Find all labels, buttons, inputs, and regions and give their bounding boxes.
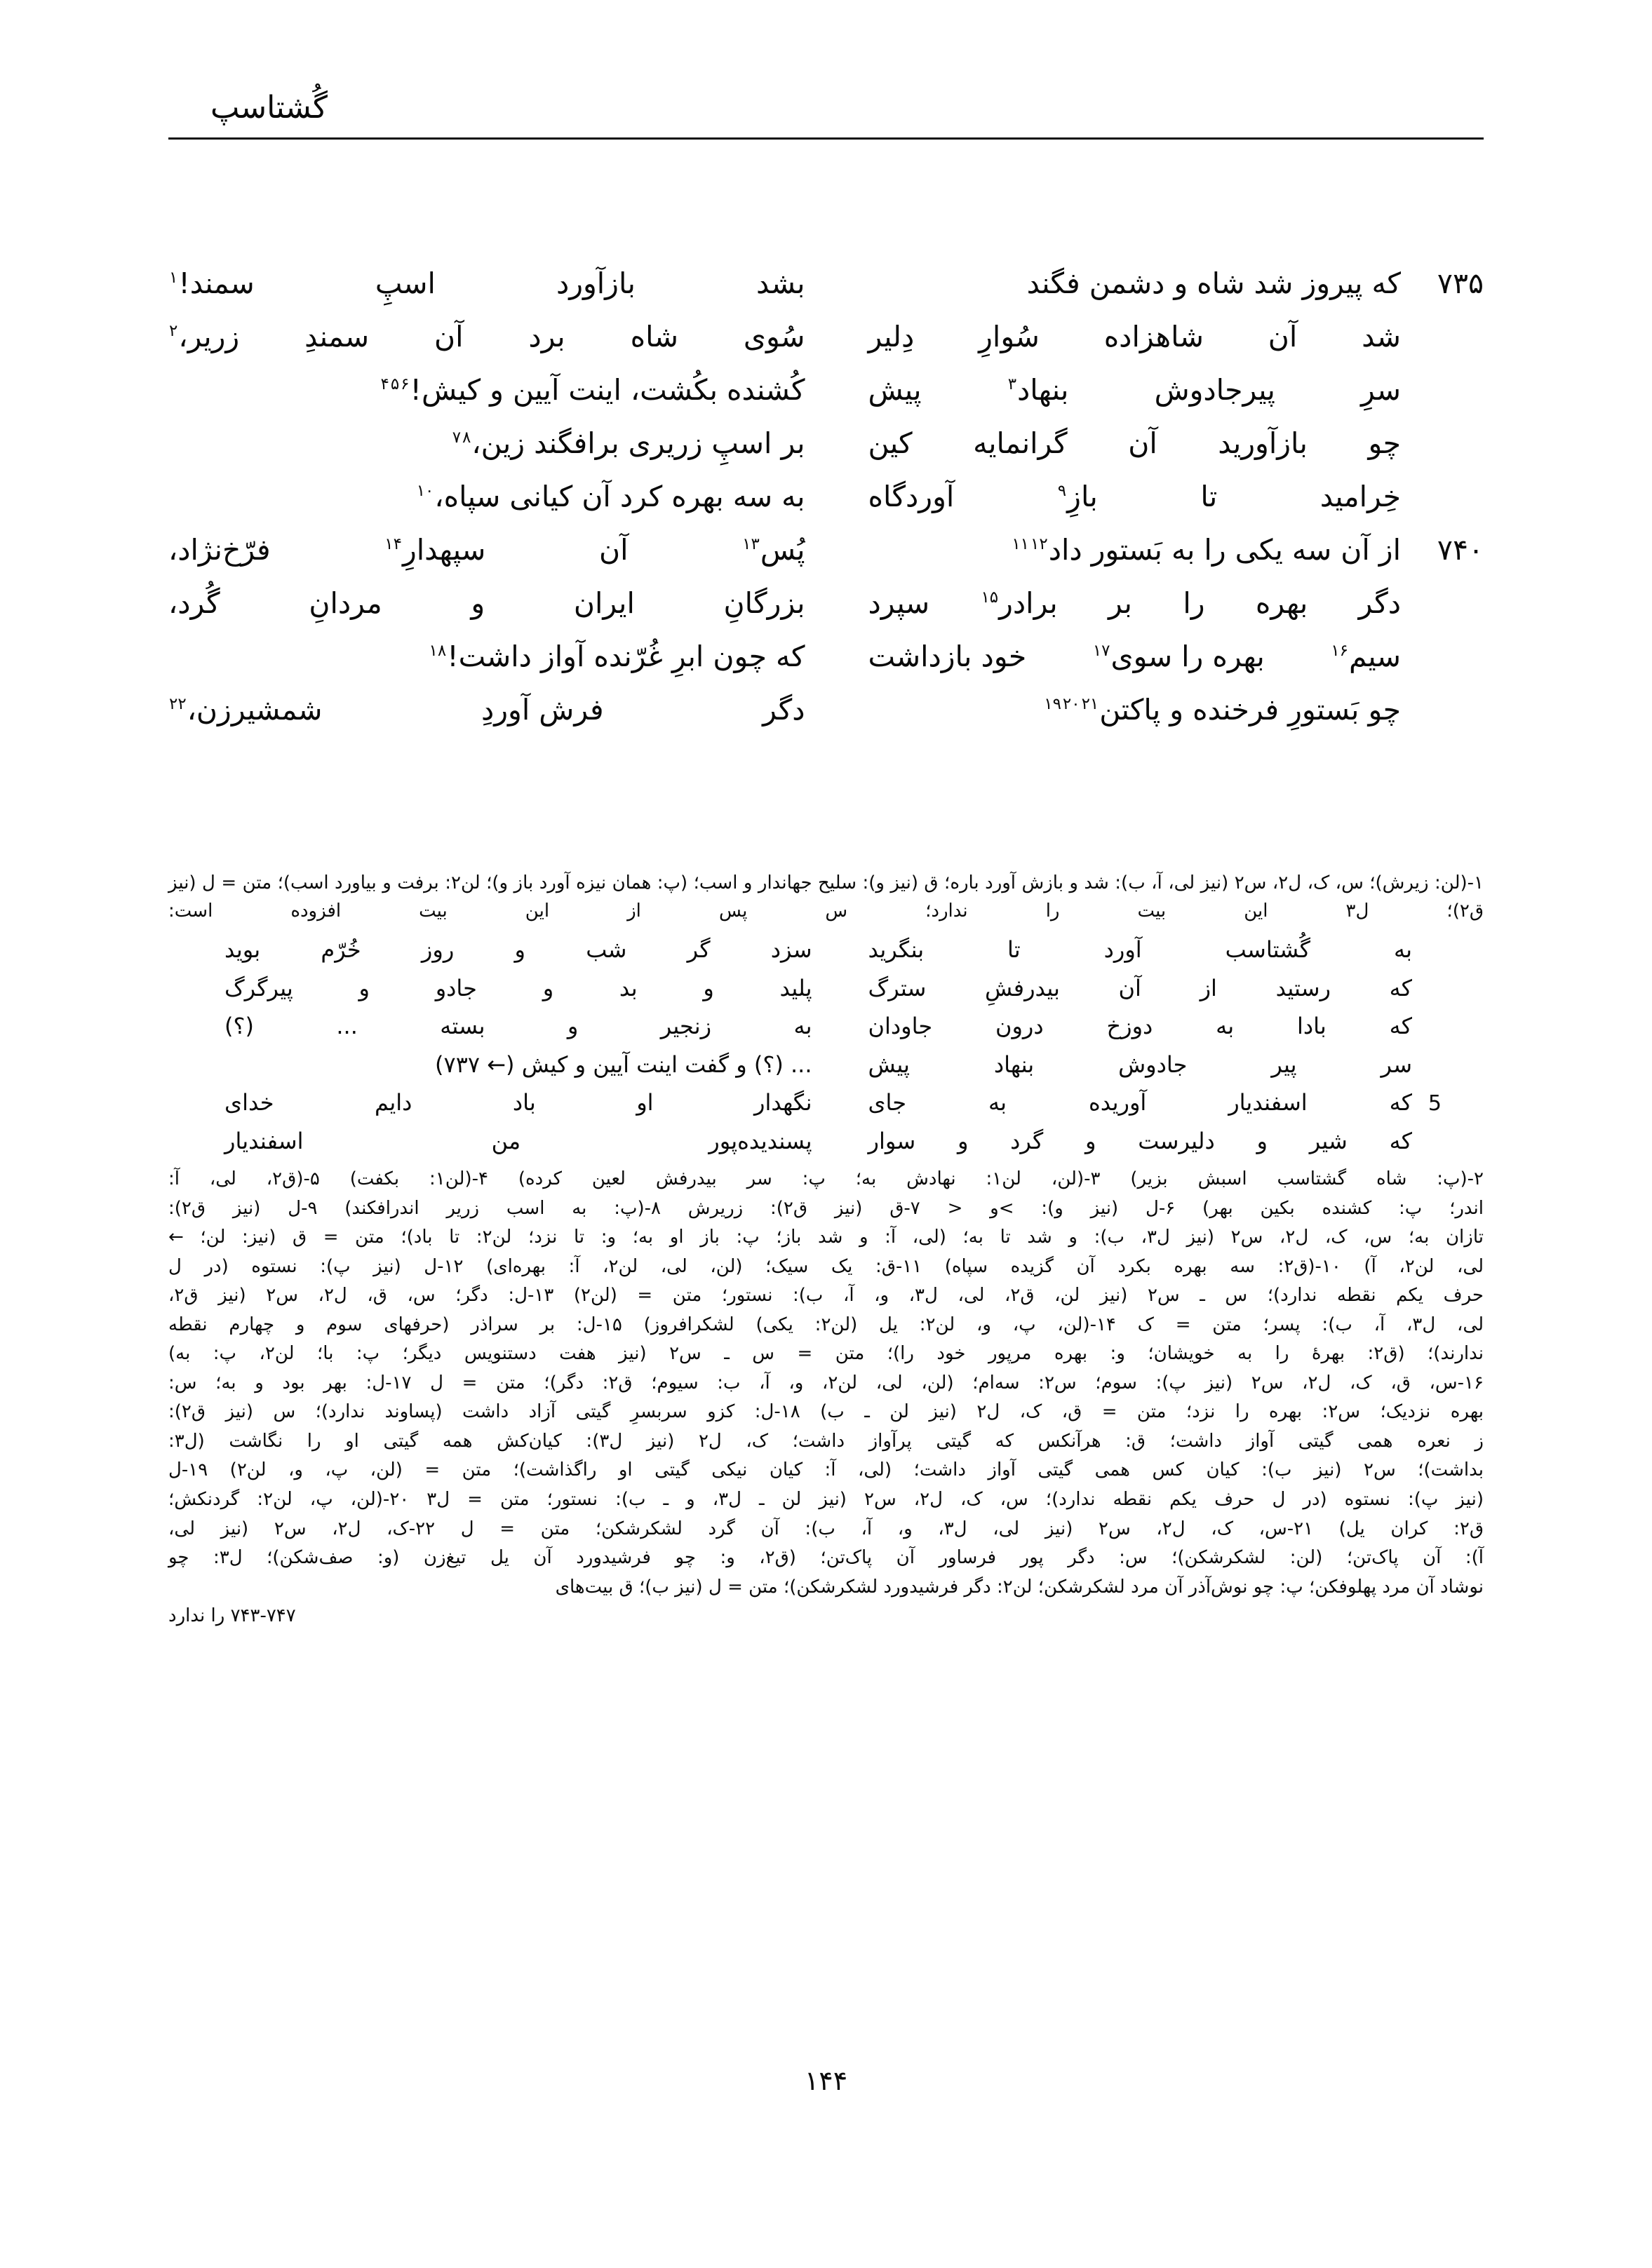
hemistich-left [168,533,826,567]
page-header [168,91,1484,175]
verse-word: دِلیر [868,320,915,353]
hemistich-left-text [168,426,826,460]
footnote-marker: ۱۰ [416,482,434,501]
footnote-marker: ۲۲ [169,695,187,714]
inset-verse-word: به [988,1089,1007,1116]
footnote-marker: ۵ [390,375,400,394]
inset-hemistich-left [196,971,819,1006]
header-rule [168,137,1484,140]
verse-block [168,266,1484,746]
inset-verse-word: اسفندیار [1228,1089,1308,1116]
hemistich-right-text [826,266,1402,300]
hemistich-left [168,266,826,300]
footnote-marker: ۶ [401,375,410,394]
inset-verse-line [196,932,1442,968]
inset-verse-marker: 5 [1428,1091,1442,1116]
apparatus-line: لی، لن۲، آ) ۱۰-(ق۲: سه بهره بکرد آن گزیده سپاه) ۱۱-ق: یک سیک؛ (لن، لی، لن۲، آ: بهره‌ای) ۱۲-ل (نیز پ): نستوه (در ل [168,1255,1484,1277]
apparatus-line: لی، ل۳، آ، ب): پسر؛ متن = ک ۱۴-(لن، پ، و، لن۲: یل (لن۲: یکی) لشکرافروز) ۱۵-ل: بر سراذر (حرفهای سوم و چهارم نقطه [168,1314,1484,1335]
apparatus-line: نوشاد آن مرد پهلوفکن؛ پ: چو نوش‌آذر آن مرد لشکرشکن؛ لن۲: دگر فرشیدورد لشکرشکن)؛ متن = ل (نیز ب)؛ ق بیت‌های [555,1576,1484,1598]
verse-word: دگر [1358,586,1401,620]
hemistich-right-text [826,586,1402,620]
hemistich-right-text [826,480,1402,513]
hemistich-text: که پیروز شد شاه و دشمن فگند [1026,266,1401,300]
apparatus-line: ندارند)؛ (ق۲: بهرهٔ را به خویشان؛ و: بهره مرپور خود را)؛ متن = س ـ س۲ (نیز هفت دستنویس دیگر؛ پ: با؛ لن۲، پ: به) [168,1343,1484,1365]
verse-word: تا [1200,480,1218,513]
footnote-marker: ۱ [169,269,178,288]
inset-verse-word: تا [1007,936,1021,964]
verse-word: کین [868,426,913,460]
apparatus-line: حرف یکم نقطه ندارد)؛ س ـ س۲ (نیز لن، ق۲، لی، ل۳، و، آ، ب): نستور؛ متن = (لن۲) ۱۳-ل: دگر؛ س، ق، ل۲، س۲ (نیز ق۲، [168,1285,1484,1307]
verse-number: ۷۴۰ [1437,533,1484,567]
hemistich-text: از آن سه یکی را به بَستور داد$^{۱۱۱۲}$ [1012,533,1401,567]
hemistich-right [826,373,1484,407]
apparatus-line: ۱۶-س، ق، ک، ل۲، س۲ (نیز پ): سوم؛ س۲: سه‌ام؛ (لن، لی، لن۲، و، آ، ب: سیوم؛ ق۲: دگر)؛ متن = ل ۱۷-ل: بهر بود و به؛ س: [168,1372,1484,1393]
inset-verse-word: و [1256,1127,1268,1154]
inset-right-wrap [819,971,1442,1006]
inset-verse-word: و [358,974,370,1001]
inset-verse-word: پلید [779,974,812,1001]
verse-line [168,586,1484,620]
verse-line [168,480,1484,513]
hemistich-text: کُشنده بکُشت، اینت آیین و کیش!$^{۴۵۶}$ [380,373,805,407]
apparatus-line: تازان به؛ س، ک، ل۲، س۲ (نیز ل۳، ب): و شد تا به؛ (لی، آ: و شد باز؛ پ: باز او به؛ و: تا نزد؛ لن۲: تا باد)؛ متن = ق (نیز: لن؛ ← [168,1227,1484,1248]
verse-word: خود بازداشت [868,640,1027,673]
inset-verse-word: گر [687,936,711,964]
hemistich-left-text [168,480,826,513]
inset-verse-word: که [1389,1127,1412,1154]
inset-verse-word: پیش [868,1051,910,1078]
verse-word: سرِ [1361,373,1401,407]
footnote-marker: ۲ [169,322,178,341]
verse-word: پُس$^{۱۳}$ [742,533,805,567]
inset-verse-word: گرد [1010,1127,1044,1154]
verse-word: آن [1128,426,1157,460]
inset-verse-word: به [793,1013,812,1040]
verse-word: بازآورد [556,266,636,300]
verse-word: سمندِ [304,320,370,353]
inset-verse-word: (؟) [224,1013,254,1040]
page-number: ۱۴۴ [804,2065,848,2096]
verse-word: گُرد، [168,586,220,620]
inset-hemistich-right [819,932,1413,968]
verse-line [168,373,1484,407]
inset-verse-word: درون [995,1013,1044,1040]
hemistich-right [826,586,1484,620]
inset-verse-word: بیدرفشِ [984,974,1060,1001]
apparatus-line: بهره نزدیک؛ س۲: بهره را نزد؛ متن = ق، ک، ل۲ (نیز لن ـ ب) ۱۸-ل: کزو سربسرِ گیتی آزاد داشت (پساوند ندارد)؛ س (نیز ق۲): [168,1401,1484,1423]
verse-word: مردانِ [309,586,382,620]
verse-word: بنهاد$^۳$ [1007,373,1069,407]
inset-verse-word: خُرّم [321,936,361,964]
hemistich-right-text [826,693,1402,727]
inset-verse-word: سر [1381,1051,1412,1078]
inset-verse-word: جادو [435,974,477,1001]
inset-verse-word: آن [1118,974,1141,1001]
verse-line [168,266,1484,300]
footnote-marker: ۱۷ [1092,642,1110,661]
hemistich-right [826,320,1484,353]
hemistich-right [826,693,1484,727]
inset-verse-word: بد [619,974,638,1001]
inset-right-wrap [819,1008,1442,1044]
verse-word: چو [1368,426,1401,460]
inset-verse-word: و [514,936,525,964]
verse-line [168,640,1484,673]
footnote-marker: ۴ [380,375,389,394]
inset-verse-word: ... (؟) و گفت اینت آیین و کیش (← ۷۳۷) [435,1051,812,1078]
inset-hemistich-right [819,1085,1413,1121]
verse-word: سپهدارِ$^{۱۴}$ [384,533,486,567]
verse-word: ایران [573,586,635,620]
inset-verse-word: آورد [1103,936,1142,964]
inset-verse-word: که [1389,974,1412,1001]
inset-hemistich-right [819,1008,1413,1044]
inset-verse-word: دوزخ [1106,1013,1153,1040]
inset-verse-word: باد [512,1089,536,1116]
inset-verse-word: بوید [224,936,261,964]
verse-word: بازِ$^۹$ [1057,480,1098,513]
footnote-marker: ۱۶ [1331,642,1348,661]
hemistich-right [826,426,1484,460]
verse-word: بشد [756,266,805,300]
inset-verse-word: من [491,1127,521,1154]
inset-hemistich-right [819,1123,1413,1159]
inset-verse-word: آوریده [1089,1089,1147,1116]
verse-word: شد [1362,320,1401,353]
inset-verse-word: سترگ [868,974,927,1001]
verse-word: بازآورید [1218,426,1308,460]
verse-word: برادر$^{۱۵}$ [981,586,1058,620]
verse-word: شمشیرزن،$^{۲۲}$ [169,693,323,727]
footnote-marker: ۱۵ [981,588,999,607]
inset-verse-word: و [542,974,554,1001]
footnote-marker: ۱۸ [429,642,447,661]
verse-word: بزرگانِ [723,586,805,620]
inset-verse-word: بسته [440,1013,485,1040]
inset-verse-block [168,932,1484,1159]
verse-word: شاه [630,320,678,353]
hemistich-right [826,480,1484,513]
verse-number: ۷۳۵ [1437,266,1484,300]
hemistich-text: به سه بهره کرد آن کیانی سپاه،$^{۱۰}$ [416,480,805,513]
inset-hemistich-right [819,971,1413,1006]
hemistich-left-text [168,373,826,407]
hemistich-left-text [168,586,826,620]
verse-word: سمند!$^۱$ [169,266,255,300]
verse-word: آن [434,320,464,353]
running-title: گُشتاسپ [210,90,328,126]
inset-verse-word: و [957,1127,969,1154]
inset-verse-word: زنجیر [660,1013,712,1040]
verse-line [168,320,1484,353]
hemistich-right-text [826,426,1402,460]
hemistich-left-text [168,266,826,300]
inset-verse-word: بنهاد [993,1051,1035,1078]
apparatus-line: ز نعره همی گیتی آواز داشت؛ ق: هرآنکس که گیتی پرآواز داشت؛ ک، ل۲ (نیز ل۳): کیان‌کش همه گیتی او را نگاشت (ل۳: [168,1430,1484,1452]
verse-word: خِرامید [1319,480,1401,513]
verse-word: سُوارِ [979,320,1040,353]
verse-word: دگر [763,693,805,727]
verse-word: گرانمایه [973,426,1068,460]
verse-word: آن [598,533,629,567]
inset-verse-word: بادا [1296,1013,1327,1040]
footnote-marker: ۹ [1057,482,1067,501]
verse-word: پیش [868,373,922,407]
inset-verse-word: و [1085,1127,1096,1154]
inset-verse-line [196,1123,1442,1159]
hemistich-right [826,266,1484,300]
inset-verse-word: که [1389,1013,1412,1040]
hemistich-left [168,373,826,407]
apparatus-tail: ۷۴۳-۷۴۷ را ندارد [168,1605,296,1627]
verse-word: بهره [1255,586,1308,620]
inset-verse-word: جای [868,1089,907,1116]
footnote-marker: ۱۳ [742,535,760,554]
apparatus-line: (نیز پ): نستوه (در ل حرف یکم نقطه ندارد)؛ س، ک، ل۲، س۲ (نیز لن ـ ل۳، و ـ ب): نستور؛ متن = ل۳ ۲۰-(لن، پ، لن۲: گردنکش؛ [168,1488,1484,1510]
inset-verse-word: بنگرید [868,936,925,964]
inset-verse-word: که [1389,1089,1412,1116]
hemistich-left-text [168,693,826,727]
verse-word: آوردگاه [868,480,955,513]
hemistich-right [826,533,1484,567]
apparatus-notes-body [168,1166,1484,1601]
inset-verse-word: به [1216,1013,1235,1040]
verse-word: و [471,586,485,620]
inset-verse-word: جادوش [1118,1051,1188,1078]
inset-verse-word: گُشتاسب [1225,936,1311,964]
inset-verse-word: پیرگرگ [224,974,293,1001]
verse-word: بر [1108,586,1132,620]
hemistich-right-text [826,533,1402,567]
inset-verse-word: ... [336,1013,358,1040]
verse-line [168,693,1484,727]
verse-word: برد [528,320,565,353]
footnote-marker: ۱۹ [1044,695,1061,714]
hemistich-left [168,320,826,353]
inset-right-wrap [819,1085,1442,1121]
inset-verse-word: رستید [1275,974,1331,1001]
inset-verse-word: روز [421,936,455,964]
inset-hemistich-left [196,932,819,968]
inset-hemistich-right [819,1047,1413,1083]
verse-word: سیم$^{۱۶}$ [1331,640,1401,673]
inset-hemistich-left [196,1008,819,1044]
verse-word: آن [1268,320,1298,353]
apparatus-note: ۱-(لن: زیرش)؛ س، ک، ل۲، س۲ (نیز لی، آ، ب): شد و بازش آورد باره؛ ق (نیز و): سلیح جهاندار و اسب؛ (پ: همان نیزه آورد باز و)؛ لن۲: برفت و بیاورد اسب)؛ متن = ل (نیز ق۲)؛ ل۳ این بیت را ندارد؛ س پس از این بیت افزوده است: [168,872,1484,922]
hemistich-left [168,480,826,513]
apparatus-line: آ): آن پاک‌تن؛ (لن: لشکرشکن)؛ س: دگر پور فرساور آن پاک‌تن؛ (ق۲، و: چو فرشیدورد آن یل تیغ‌زن (و: صف‌شکن)؛ ل۳: چو [168,1547,1484,1569]
inset-verse-word: نگهدار [754,1089,812,1116]
inset-verse-word: خدای [224,1089,274,1116]
verse-word: فرش آوردِ [481,693,604,727]
hemistich-left-text [168,640,826,673]
verse-line [168,533,1484,567]
hemistich-text: چو بَستورِ فرخنده و پاکتن$^{۱۹۲۰۲۱}$ [1044,693,1401,727]
hemistich-text: بر اسپِ زریری برافگند زین،$^{۷۸}$ [452,426,805,460]
hemistich-left [168,640,826,673]
inset-hemistich-left [196,1085,819,1121]
footnote-marker: ۸ [462,428,471,447]
inset-verse-line [196,1047,1442,1083]
inset-verse-line [196,1085,1442,1121]
inset-verse-line [196,971,1442,1006]
hemistich-left [168,586,826,620]
inset-verse-word: و [567,1013,579,1040]
hemistich-right-text [826,373,1402,407]
footnote-marker: ۲۰ [1062,695,1080,714]
hemistich-left [168,426,826,460]
inset-right-wrap [819,1047,1442,1083]
verse-word: بهره را سوی$^{۱۷}$ [1092,640,1265,673]
inset-verse-word: به [1393,936,1412,964]
inset-verse-word: دلیرست [1138,1127,1215,1154]
verse-line [168,426,1484,460]
critical-apparatus [168,870,1484,1631]
inset-verse-word: شب [586,936,627,964]
inset-verse-word: سزد [770,936,812,964]
inset-verse-word: و [703,974,714,1001]
footnote-marker: ۱۴ [384,535,402,554]
verse-word: سپرد [868,586,930,620]
apparatus-line: اندر؛ پ: کشنده بکین بهر) ۶-ل (نیز و): >و < ۷-ق (نیز ق۲): زریرش ۸-(پ: به اسب زریر اندرافکند) ۹-ل (نیز ق۲): [168,1197,1484,1219]
inset-verse-word: پیر [1271,1051,1297,1078]
inset-verse-word: شیر [1309,1127,1348,1154]
hemistich-right-text [826,640,1402,673]
hemistich-right [826,640,1484,673]
inset-verse-word: او [636,1089,654,1116]
verse-word: فرّخ‌نژاد، [168,533,271,567]
footnote-marker: ۱۱ [1012,535,1030,554]
hemistich-left-text [168,533,826,567]
hemistich-left-text [168,320,826,353]
verse-word: پیرجادوش [1154,373,1275,407]
inset-verse-line [196,1008,1442,1044]
inset-verse-word: از [1200,974,1217,1001]
inset-verse-word: پسندیده‌پور [709,1127,812,1154]
inset-hemistich-left [196,1047,819,1083]
apparatus-line: ق۲: کران یل) ۲۱-س، ک، ل۲، س۲ (نیز لی، ل۳، و، آ، ب): آن گرد لشکرشکن؛ متن = ل ۲۲-ک، ل۲، س۲ (نیز لی، [168,1518,1484,1539]
inset-right-wrap [819,932,1442,968]
hemistich-right-text [826,320,1402,353]
verse-word: سُوی [743,320,805,353]
hemistich-text: که چون ابرِ غُرّنده آواز داشت!$^{۱۸}$ [429,640,805,673]
inset-hemistich-left [196,1123,819,1159]
footnote-marker: ۱۲ [1030,535,1048,554]
apparatus-line: بداشت)؛ س۲ (نیز ب): کیان کس همی گیتی آواز داشت؛ (لی، آ: کیان نیکی گیتی او راگذاشت)؛ متن = (لن، پ، و، لن۲) ۱۹-ل [168,1459,1484,1481]
apparatus-line: ۲-(پ: شاه گشتاسب اسبش بزیر) ۳-(لن، لن۱: نهادش به؛ پ: سر بیدرفش لعین کرده) ۴-(لن۱: بکفت) ۵-(ق۲، لی، آ: [168,1168,1484,1190]
verse-word: اسپِ [375,266,436,300]
footnote-marker: ۳ [1007,375,1017,394]
hemistich-left [168,693,826,727]
inset-verse-word: سوار [868,1127,916,1154]
footnote-marker: ۲۱ [1081,695,1099,714]
inset-right-wrap [819,1123,1442,1159]
inset-verse-word: دایم [375,1089,412,1116]
verse-word: را [1183,586,1205,620]
verse-word: شاهزاده [1103,320,1204,353]
inset-verse-word: جاودان [868,1013,933,1040]
inset-verse-word: اسفندیار [224,1127,304,1154]
footnote-marker: ۷ [452,428,462,447]
verse-word: زریر،$^۲$ [169,320,240,353]
